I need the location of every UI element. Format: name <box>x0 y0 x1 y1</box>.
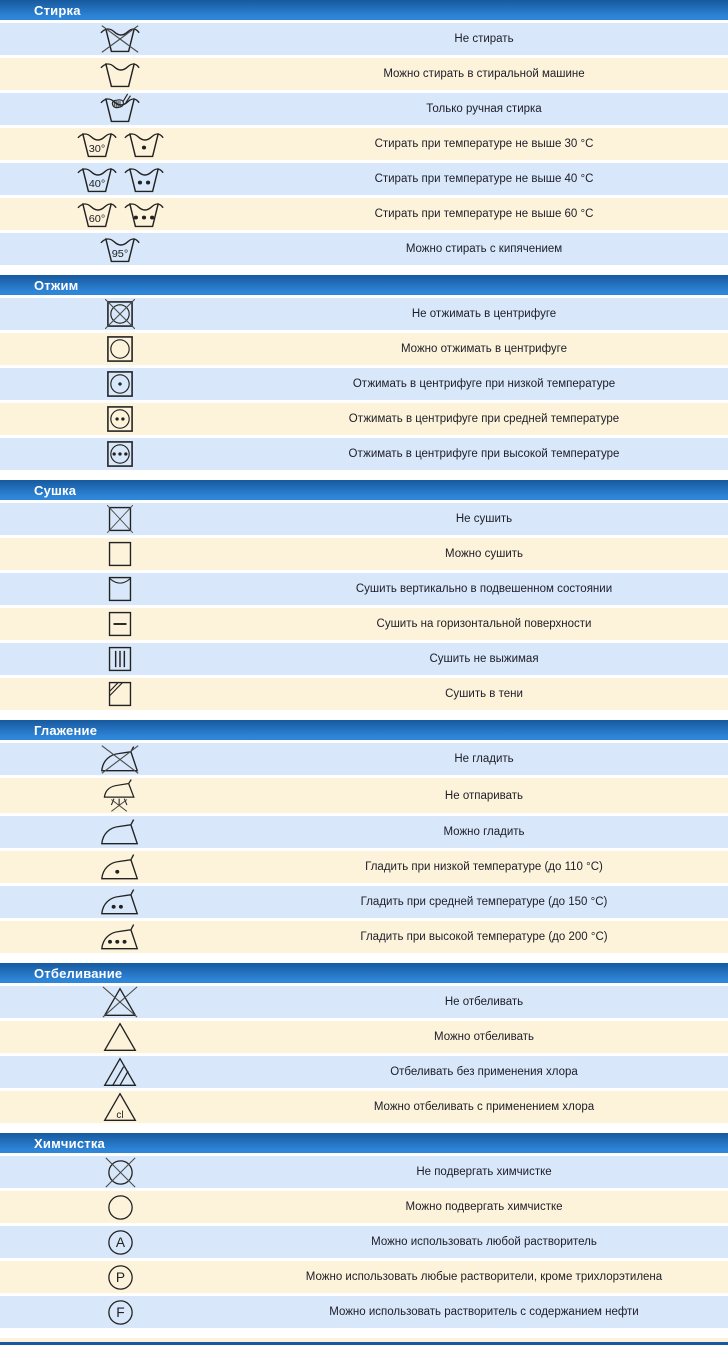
section-rows <box>0 503 728 710</box>
row-label: Сушить не выжимая <box>429 653 539 665</box>
dry-clean-F-icon <box>105 1297 136 1328</box>
table-row <box>0 1261 728 1293</box>
section-title: Химчистка <box>34 1135 105 1151</box>
non-chlorine-bleach-icon <box>102 1056 138 1088</box>
bleach-allowed-icon <box>102 1021 138 1053</box>
iron-high-three-dots-icon <box>100 922 140 953</box>
row-label: Можно отбеливать <box>433 1031 534 1043</box>
table-row <box>0 503 728 535</box>
tumble-spin-allowed-icon <box>105 334 135 364</box>
icon-cell <box>0 299 240 329</box>
spin-medium-two-dots-icon <box>105 404 135 434</box>
wash-three-dots-icon <box>123 198 165 230</box>
icon-cell <box>0 986 240 1018</box>
table-row <box>0 233 728 265</box>
table-row <box>0 1021 728 1053</box>
iron-low-one-dot-icon <box>100 852 140 883</box>
row-label: Не сушить <box>455 513 513 525</box>
table-row <box>0 368 728 400</box>
care-section <box>0 963 728 1123</box>
row-label: Не отпаривать <box>444 789 524 802</box>
table-row <box>0 1056 728 1088</box>
row-label: Сушить на горизонтальной поверхности <box>376 618 592 630</box>
table-row <box>0 816 728 848</box>
icon-cell <box>0 334 240 364</box>
icon-cell <box>0 680 240 708</box>
row-label: Можно использовать любые растворители, кроме трихлорэтилена <box>305 1271 663 1283</box>
table-row <box>0 538 728 570</box>
row-label: Гладить при высокой температуре (до 200 °C) <box>360 931 608 943</box>
row-label: Не стирать <box>454 33 514 45</box>
care-section <box>0 0 728 265</box>
dry-in-shade-icon <box>107 680 133 708</box>
row-label: Гладить при низкой температуре (до 110 °C) <box>365 861 603 873</box>
icon-cell <box>0 645 240 673</box>
icon-cell <box>0 778 240 813</box>
wash-95-degrees-icon <box>99 233 141 265</box>
icon-cell <box>0 58 240 90</box>
table-row <box>0 986 728 1018</box>
table-row <box>0 128 728 160</box>
row-label: Можно использовать растворитель с содержанием нефти <box>329 1306 639 1318</box>
section-header <box>0 275 728 295</box>
icon-cell <box>0 610 240 638</box>
table-row <box>0 778 728 813</box>
table-row <box>0 1156 728 1188</box>
row-label: Отжимать в центрифуге при средней температуре <box>348 413 620 425</box>
table-row <box>0 573 728 605</box>
icon-cell <box>0 233 240 265</box>
svg-text:cl: cl <box>116 1110 124 1122</box>
row-label: Отжимать в центрифуге при высокой температуре <box>348 448 620 460</box>
spin-high-three-dots-icon <box>105 439 135 469</box>
section-header <box>0 1133 728 1153</box>
icon-cell <box>0 540 240 568</box>
hand-wash-icon <box>99 93 141 125</box>
section-rows <box>0 743 728 953</box>
no-steam-icon <box>101 778 139 813</box>
table-row <box>0 163 728 195</box>
iron-medium-two-dots-icon <box>100 887 140 918</box>
dry-clean-allowed-icon <box>105 1192 136 1223</box>
care-section <box>0 1133 728 1328</box>
table-row <box>0 93 728 125</box>
icon-cell <box>0 369 240 399</box>
icon-cell <box>0 922 240 953</box>
icon-cell <box>0 744 240 775</box>
row-label: Не подвергать химчистке <box>416 1166 552 1178</box>
icon-cell <box>0 128 240 160</box>
table-row <box>0 608 728 640</box>
dry-clean-P-icon <box>105 1262 136 1293</box>
section-header <box>0 0 728 20</box>
icon-cell <box>0 1091 240 1123</box>
dry-flat-icon <box>107 610 133 638</box>
drip-dry-icon <box>107 645 133 673</box>
care-section <box>0 275 728 470</box>
table-row <box>0 851 728 883</box>
icon-cell <box>0 887 240 918</box>
spin-low-one-dot-icon <box>105 369 135 399</box>
ironing-allowed-icon <box>100 817 140 848</box>
svg-text:30°: 30° <box>88 143 105 155</box>
row-label: Отбеливать без применения хлора <box>390 1066 578 1078</box>
table-row <box>0 678 728 710</box>
wash-two-dots-icon <box>123 163 165 195</box>
table-row <box>0 921 728 953</box>
section-title: Глажение <box>34 722 98 738</box>
row-label: Не отжимать в центрифуге <box>411 308 557 320</box>
icon-cell <box>0 1227 240 1258</box>
section-rows <box>0 1156 728 1328</box>
section-title: Сушка <box>34 482 77 498</box>
icon-cell <box>0 852 240 883</box>
row-label: Можно сушить <box>444 548 524 560</box>
care-section <box>0 720 728 953</box>
icon-cell <box>0 505 240 533</box>
do-not-dry-clean-icon <box>105 1157 136 1188</box>
icon-cell <box>0 404 240 434</box>
icon-cell <box>0 1262 240 1293</box>
section-header <box>0 480 728 500</box>
table-row <box>0 198 728 230</box>
row-label: Можно стирать с кипячением <box>405 243 563 255</box>
icon-cell <box>0 23 240 55</box>
icon-cell <box>0 1021 240 1053</box>
row-label: Можно использовать любой растворитель <box>371 1236 597 1248</box>
table-row <box>0 23 728 55</box>
section-title: Отжим <box>34 277 79 293</box>
table-row <box>0 643 728 675</box>
table-row <box>0 333 728 365</box>
row-label: Стирать при температуре не выше 30 °C <box>374 138 594 150</box>
icon-cell <box>0 93 240 125</box>
section-title: Стирка <box>34 2 81 18</box>
section-rows <box>0 23 728 265</box>
do-not-wash-icon <box>99 23 141 55</box>
icon-cell <box>0 1056 240 1088</box>
section-header <box>0 963 728 983</box>
icon-cell <box>0 198 240 230</box>
icon-cell <box>0 439 240 469</box>
svg-text:60°: 60° <box>88 213 105 225</box>
svg-text:F: F <box>115 1304 125 1320</box>
row-label: Не отбеливать <box>444 996 524 1008</box>
drying-allowed-icon <box>107 540 133 568</box>
icon-cell <box>0 1297 240 1328</box>
row-label: Сушить в тени <box>445 688 523 700</box>
svg-text:40°: 40° <box>88 178 105 190</box>
row-label: Сушить вертикально в подвешенном состоянии <box>355 583 613 595</box>
wash-60-degrees-icon <box>76 198 118 230</box>
chlorine-bleach-icon <box>102 1091 138 1123</box>
row-label: Можно подвергать химчистке <box>405 1201 563 1213</box>
wash-one-dot-icon <box>123 128 165 160</box>
dry-clean-A-icon <box>105 1227 136 1258</box>
section-header <box>0 720 728 740</box>
svg-text:P: P <box>115 1269 125 1285</box>
machine-wash-icon <box>99 58 141 90</box>
svg-text:95°: 95° <box>111 248 129 260</box>
section-title: Отбеливание <box>34 965 123 981</box>
table-row <box>0 886 728 918</box>
icon-cell <box>0 817 240 848</box>
do-not-iron-icon <box>100 744 140 775</box>
row-label: Только ручная стирка <box>426 103 542 115</box>
icon-cell <box>0 1157 240 1188</box>
table-row <box>0 743 728 775</box>
icon-cell <box>0 1192 240 1223</box>
wash-40-degrees-icon <box>76 163 118 195</box>
do-not-bleach-icon <box>102 986 138 1018</box>
row-label: Стирать при температуре не выше 40 °C <box>374 173 594 185</box>
row-label: Можно гладить <box>443 826 525 838</box>
table-row <box>0 58 728 90</box>
table-row <box>0 1226 728 1258</box>
row-label: Отжимать в центрифуге при низкой температуре <box>352 378 616 390</box>
svg-text:A: A <box>115 1234 125 1250</box>
do-not-dry-icon <box>107 505 133 533</box>
table-row <box>0 438 728 470</box>
care-section <box>0 480 728 710</box>
do-not-tumble-spin-icon <box>105 299 135 329</box>
line-dry-icon <box>107 575 133 603</box>
table-row <box>0 403 728 435</box>
wash-30-degrees-icon <box>76 128 118 160</box>
icon-cell <box>0 163 240 195</box>
table-row <box>0 1191 728 1223</box>
table-row <box>0 1296 728 1328</box>
icon-cell <box>0 575 240 603</box>
section-rows <box>0 986 728 1123</box>
row-label: Не гладить <box>454 753 514 765</box>
section-rows <box>0 298 728 470</box>
table-row <box>0 298 728 330</box>
row-label: Стирать при температуре не выше 60 °C <box>374 208 594 220</box>
table-row <box>0 1091 728 1123</box>
row-label: Можно стирать в стиральной машине <box>383 68 585 80</box>
row-label: Гладить при средней температуре (до 150 °C) <box>360 896 608 908</box>
row-label: Можно отбеливать с применением хлора <box>373 1101 595 1113</box>
row-label: Можно отжимать в центрифуге <box>400 343 568 355</box>
